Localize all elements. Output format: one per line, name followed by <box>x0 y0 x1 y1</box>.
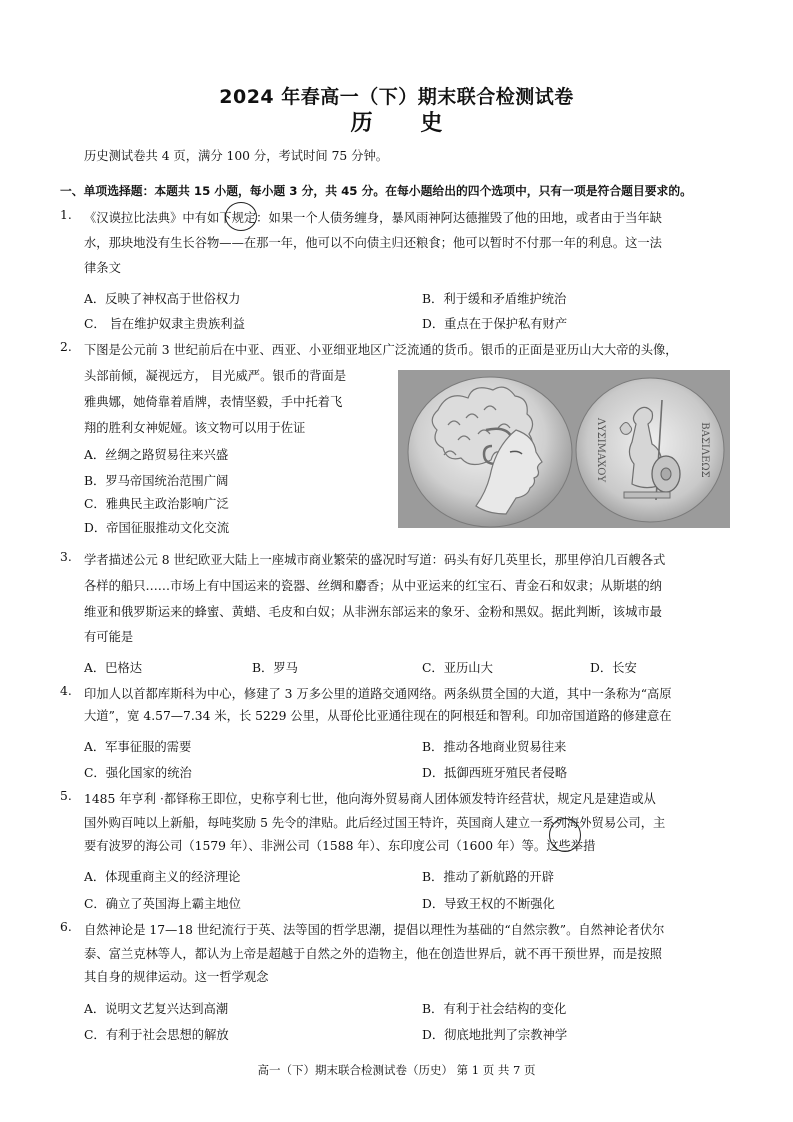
option-d: D．重点在于保护私有财产 <box>422 317 568 331</box>
option-b: B．推动各地商业贸易往来 <box>422 740 567 754</box>
option-c: C．亚历山大 <box>422 661 493 675</box>
option-a: A．军事征服的需要 <box>84 740 192 754</box>
pen-circle-mark <box>225 202 257 231</box>
option-b: B．罗马帝国统治范围广阔 <box>84 474 229 488</box>
coin-legend-right: ΒΑΣΙΛΕΩΣ <box>699 422 710 478</box>
option-b: B．有利于社会结构的变化 <box>422 1002 567 1016</box>
section-heading: 一、单项选择题：本题共 15 小题，每小题 3 分，共 45 分。在每小题给出的四个选项中，只有一项是符合题目要求的。 <box>60 184 692 198</box>
question-text: 学者描述公元 8 世纪欧亚大陆上一座城市商业繁荣的盛况时写道：码头有好几英里长，那里停泊几百艘各式 <box>84 553 666 567</box>
coin-photo <box>398 370 730 528</box>
option-c: C． 旨在维护奴隶主贵族利益 <box>84 317 245 331</box>
option-d: D．导致王权的不断强化 <box>422 897 555 911</box>
exam-title: 2024 年春高一（下）期末联合检测试卷 <box>219 86 574 108</box>
option-c: C．确立了英国海上霸主地位 <box>84 897 241 911</box>
question-text: 水，那块地没有生长谷物——在那一年，他可以不向债主归还粮食；他可以暂时不付那一年的利息。这一法 <box>84 236 662 250</box>
option-a: A．体现重商主义的经济理论 <box>84 870 241 884</box>
option-a: A．巴格达 <box>84 661 143 675</box>
option-d: D．帝国征服推动文化交流 <box>84 521 230 535</box>
question-text: 各样的船只……市场上有中国运来的瓷器、丝绸和麝香；从中亚运来的红宝石、青金石和奴隶；从斯堪的纳 <box>84 579 662 593</box>
question-text: 印加人以首都库斯科为中心，修建了 3 万多公里的道路交通网络。两条纵贯全国的大道，其中一条称为“高原 <box>84 687 672 701</box>
pen-circle-mark <box>549 818 581 852</box>
question-text: 其自身的规律运动。这一哲学观念 <box>84 970 269 984</box>
question-text: 雅典娜，她倚靠着盾牌，表情坚毅，手中托着飞 <box>84 395 343 409</box>
question-text: 《汉谟拉比法典》中有如下规定：如果一个人债务缠身，暴风雨神阿达德摧毁了他的田地，或者由于当年缺 <box>84 211 662 225</box>
option-c: C．强化国家的统治 <box>84 766 192 780</box>
question-text: 泰、富兰克林等人，都认为上帝是超越于自然之外的造物主，他在创造世界后，就不再干预世界，而是按照 <box>84 947 662 961</box>
question-number: 6. <box>60 920 72 934</box>
coin-legend-left: ΛΥΣΙΜΑΧΟΥ <box>595 417 606 483</box>
question-text: 有可能是 <box>84 630 134 644</box>
exam-info: 历史测试卷共 4 页，满分 100 分，考试时间 75 分钟。 <box>84 149 389 163</box>
option-c: C．有利于社会思想的解放 <box>84 1028 229 1042</box>
coin-illustration <box>398 370 730 528</box>
option-b: B．推动了新航路的开辟 <box>422 870 555 884</box>
question-text: 维亚和俄罗斯运来的蜂蜜、黄蜡、毛皮和白奴；从非洲东部运来的象牙、金粉和黑奴。据此判断，该城市最 <box>84 605 662 619</box>
question-text: 头部前倾，凝视远方， 目光威严。银币的背面是 <box>84 369 347 383</box>
option-d: D．彻底地批判了宗教神学 <box>422 1028 568 1042</box>
question-number: 5. <box>60 789 72 803</box>
coin-reverse <box>576 378 724 522</box>
option-a: A．丝绸之路贸易往来兴盛 <box>84 448 229 462</box>
question-text: 1485 年亨利 ·都铎称王即位，史称亨利七世，他向海外贸易商人团体颁发特许经营状，规定凡是建造或从 <box>84 792 656 806</box>
option-b: B．利于缓和矛盾维护统治 <box>422 292 567 306</box>
question-text: 要有波罗的海公司（1579 年）、非洲公司（1588 年）、东印度公司（1600 年）等。这些举措 <box>84 839 596 853</box>
question-text: 国外购百吨以上新船，每吨奖励 5 先令的津贴。此后经过国王特许，英国商人建立一系列海外贸易公司，主 <box>84 816 666 830</box>
question-text: 自然神论是 17—18 世纪流行于英、法等国的哲学思潮，提倡以理性为基础的“自然宗教”。自然神论者伏尔 <box>84 923 665 937</box>
question-number: 2. <box>60 340 72 354</box>
option-a: A．说明文艺复兴达到高潮 <box>84 1002 229 1016</box>
question-text: 下图是公元前 3 世纪前后在中亚、西亚、小亚细亚地区广泛流通的货币。银币的正面是亚历山大大帝的头像， <box>84 343 678 357</box>
option-c: C．雅典民主政治影响广泛 <box>84 497 229 511</box>
question-number: 1. <box>60 208 72 222</box>
question-number: 3. <box>60 550 72 564</box>
subject-title: 历 史 <box>350 111 463 136</box>
option-d: D．抵御西班牙殖民者侵略 <box>422 766 568 780</box>
option-a: A．反映了神权高于世俗权力 <box>84 292 241 306</box>
question-text: 大道”，宽 4.57—7.34 米，长 5229 公里，从哥伦比亚通往现在的阿根廷和智利。印加帝国道路的修建意在 <box>84 709 672 723</box>
option-d: D．长安 <box>590 661 637 675</box>
coin-obverse <box>408 377 572 527</box>
option-b: B．罗马 <box>252 661 298 675</box>
question-number: 4. <box>60 684 72 698</box>
question-text: 律条文 <box>84 261 121 275</box>
question-text: 翔的胜利女神妮娅。该文物可以用于佐证 <box>84 421 306 435</box>
page-footer: 高一（下）期末联合检测试卷（历史） 第 1 页 共 7 页 <box>257 1063 536 1077</box>
